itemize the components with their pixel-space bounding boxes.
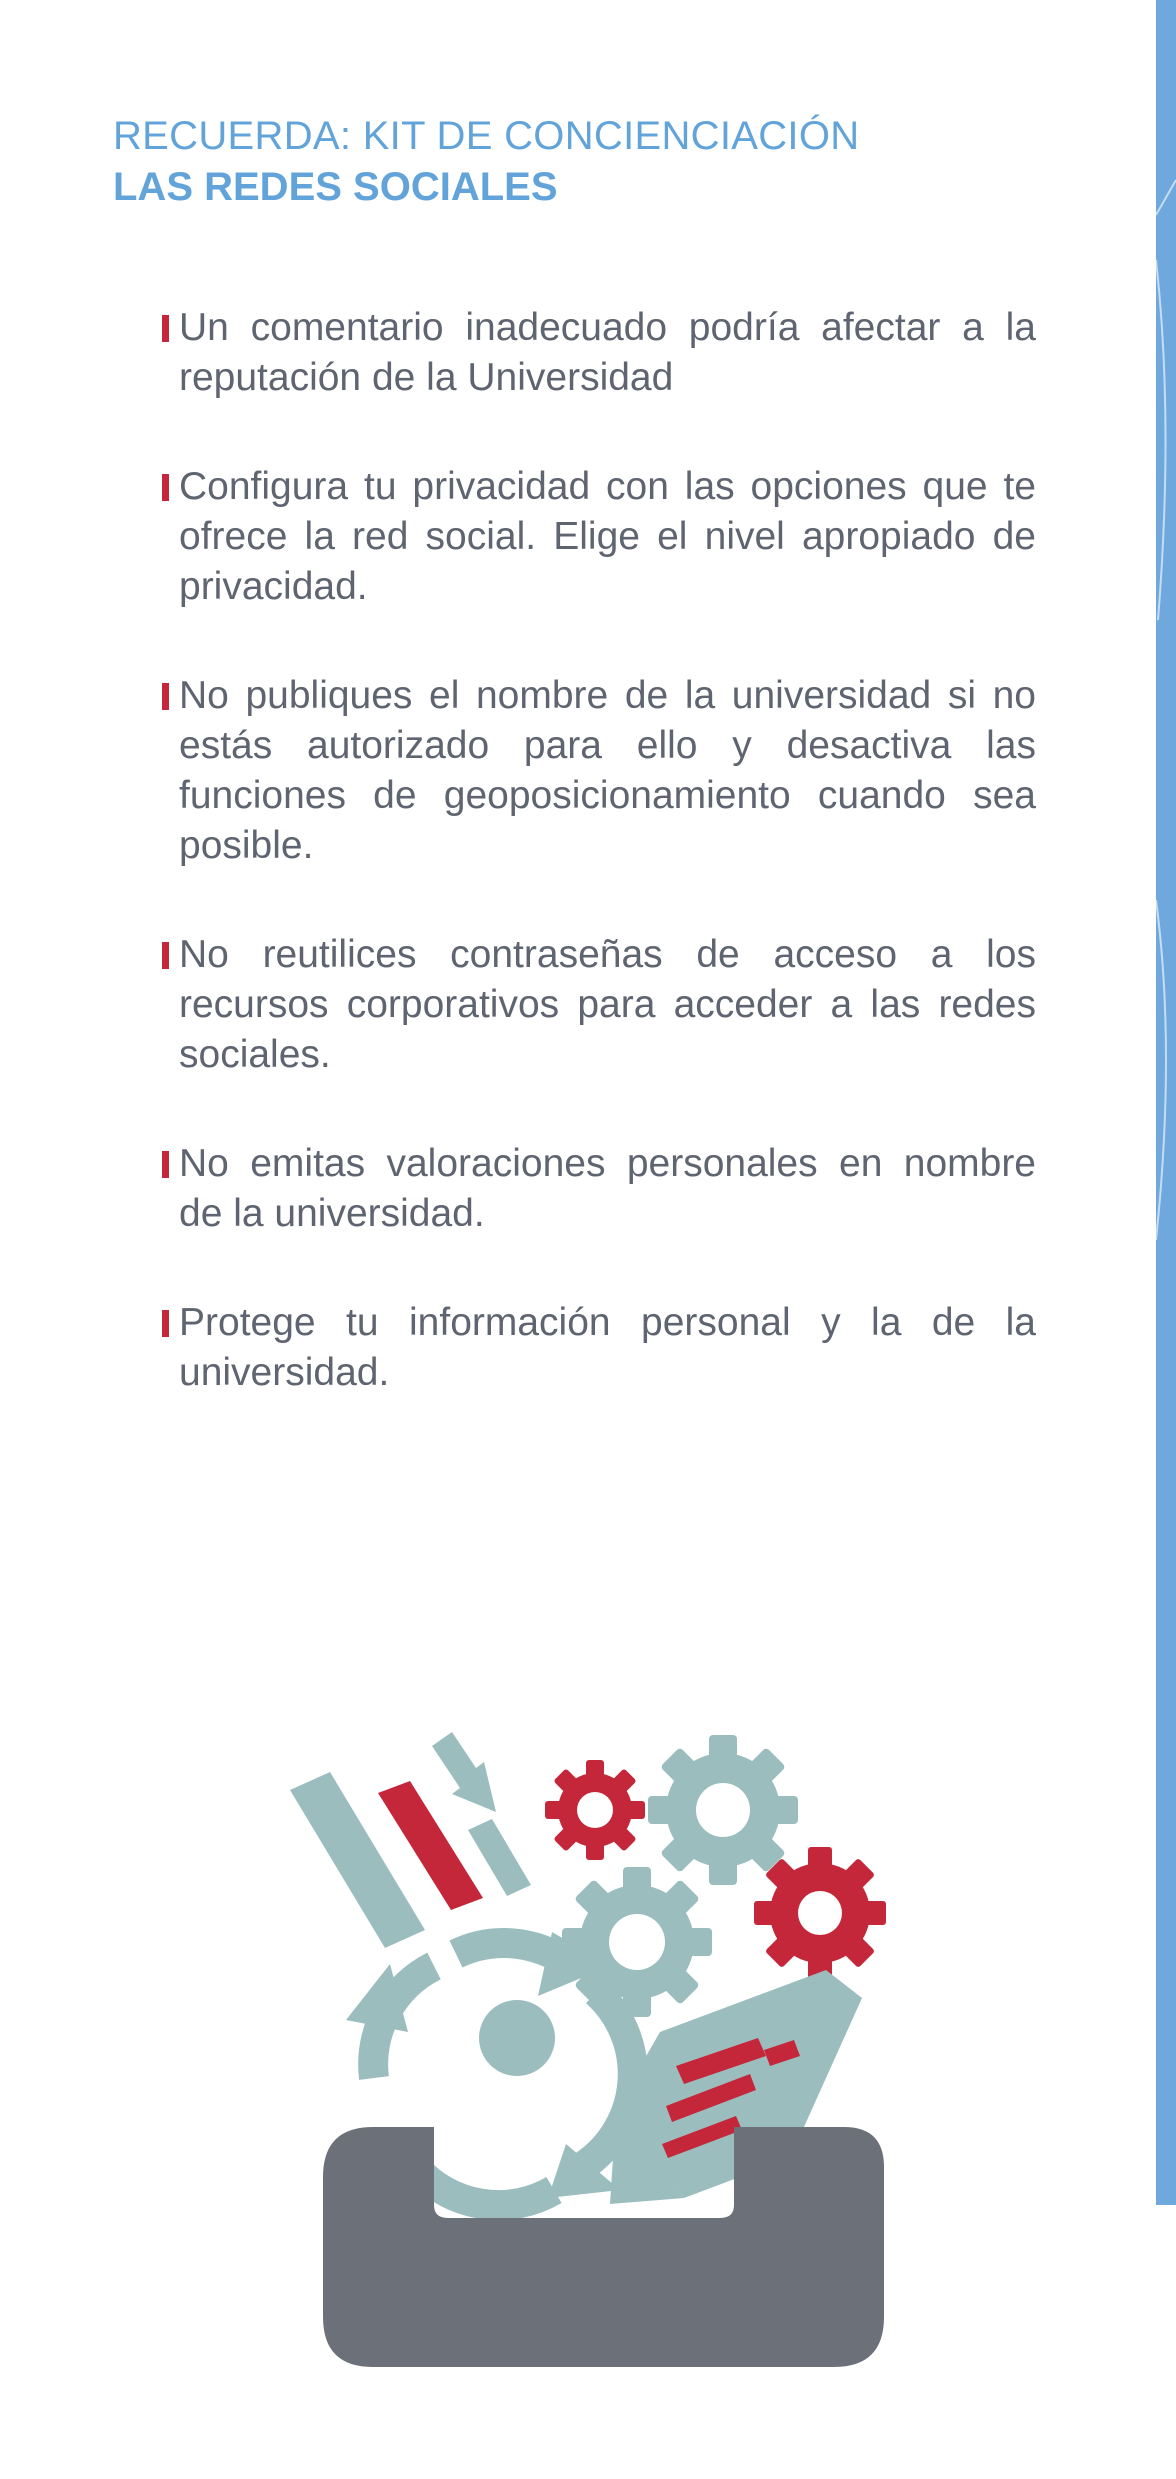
page-kicker: RECUERDA: KIT DE CONCIENCIACIÓN [113, 114, 860, 158]
tip-item [160, 1298, 1036, 1398]
side-band-curves [1156, 0, 1176, 2205]
red-bar-bullet-icon [162, 474, 169, 501]
tip-text: No reutilices contraseñas de acceso a los recursos corporativos para acceder a las redes sociales. [179, 933, 1036, 1076]
red-bar-bullet-icon [162, 1151, 169, 1178]
red-bar-bullet-icon [162, 942, 169, 969]
red-bar-bullet-icon [162, 315, 169, 342]
tips-list [160, 303, 1036, 1457]
red-bar-bullet-icon [162, 683, 169, 710]
tip-text: No publiques el nombre de la universidad si no estás autorizado para ello y desactiva las funciones de geoposicionamiento cuando sea posible. [179, 674, 1036, 867]
tip-item [160, 930, 1036, 1080]
red-bar-bullet-icon [162, 1310, 169, 1337]
tip-item [160, 1139, 1036, 1239]
tip-item [160, 671, 1036, 871]
tip-item [160, 303, 1036, 403]
tip-text: Configura tu privacidad con las opciones que te ofrece la red social. Elige el nivel apropiado de privacidad. [179, 465, 1036, 608]
tip-text: Protege tu información personal y la de la universidad. [179, 1301, 1036, 1394]
page-header [113, 110, 1013, 212]
side-accent-band [1156, 0, 1176, 2205]
tip-text: No emitas valoraciones personales en nombre de la universidad. [179, 1142, 1036, 1235]
inbox-tray-with-gears-arrows-and-document-icon [280, 1720, 900, 2380]
tip-text: Un comentario inadecuado podría afectar a la reputación de la Universidad [179, 306, 1036, 399]
tip-item [160, 462, 1036, 612]
page-title: LAS REDES SOCIALES [113, 165, 558, 209]
